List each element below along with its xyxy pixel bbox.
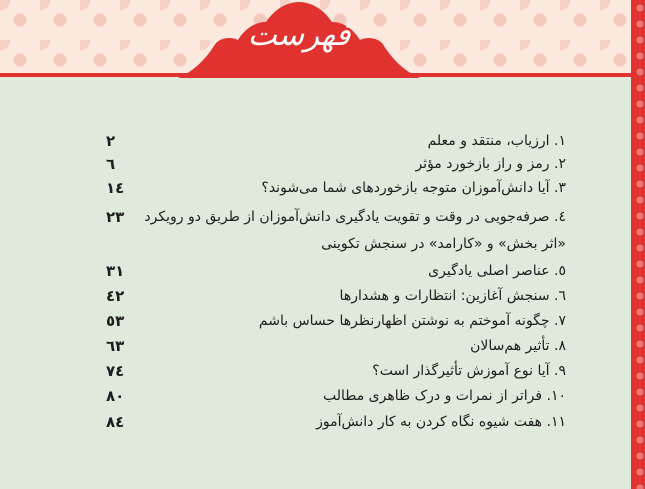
toc-item-page: ۸۰ (106, 387, 125, 405)
toc-item (96, 176, 566, 200)
toc-item-title: ۲. رمز و راز بازخورد مؤثر (415, 156, 566, 172)
toc-item-title-line2: «اثر بخش» و «کارامد» در سنجش تکوینی (321, 236, 566, 252)
toc-item (96, 284, 566, 308)
toc-item-page: ٥۳ (106, 312, 125, 330)
page-bottom-margin (0, 449, 645, 489)
toc-item (96, 205, 566, 229)
toc-item-title: ۷. چگونه آموختم به نوشتن اظهارنظرها حساس باشم (258, 313, 566, 329)
toc-item (96, 129, 566, 153)
toc-item-title: ٥. عناصر اصلی یادگیری (428, 263, 566, 279)
toc-item-page: ٦۳ (106, 337, 125, 355)
toc-item-title: ۳. آیا دانش‌آموزان متوجه بازخوردهای شما می‌شوند؟ (261, 180, 566, 196)
toc-item-page: ۲ (106, 132, 116, 150)
toc-item (96, 309, 566, 333)
page-title: فهرست (247, 17, 351, 53)
toc-item (96, 259, 566, 283)
toc-item-title: ٤. صرفه‌جویی در وقت و تقویت یادگیری دانش‌آموزان از طریق دو رویکرد (144, 209, 566, 225)
toc-item-title: ۸. تأثیر هم‌سالان (470, 338, 566, 354)
toc-item-title: ۱. ارزیاب، منتقد و معلم (427, 133, 566, 149)
toc-item (96, 152, 566, 176)
toc-item (96, 384, 566, 408)
toc-item-page: ۷٤ (106, 362, 125, 380)
toc-item-title: ۱۱. هفت شیوه نگاه کردن به کار دانش‌آموز (316, 414, 566, 430)
toc-item-page: ۲۳ (106, 208, 125, 226)
toc-item-title: ٦. سنجش آغازین: انتظارات و هشدارها (339, 288, 566, 304)
toc-item-page: ۳۱ (106, 262, 125, 280)
toc-item-page: ٦ (106, 155, 116, 173)
toc-item-page: ۱٤ (106, 179, 125, 197)
toc-item (96, 334, 566, 358)
decorative-side-border (631, 0, 645, 489)
toc-item-title: ۱۰. فراتر از نمرات و درک ظاهری مطالب (322, 388, 566, 404)
toc-item-title: ۹. آیا نوع آموزش تأثیرگذار است؟ (372, 363, 566, 379)
toc-item-page: ۸٤ (106, 413, 125, 431)
toc-item (96, 410, 566, 434)
toc-item (96, 359, 566, 383)
toc-item-page: ٤۲ (106, 287, 125, 305)
toc-item-continuation (96, 232, 566, 256)
